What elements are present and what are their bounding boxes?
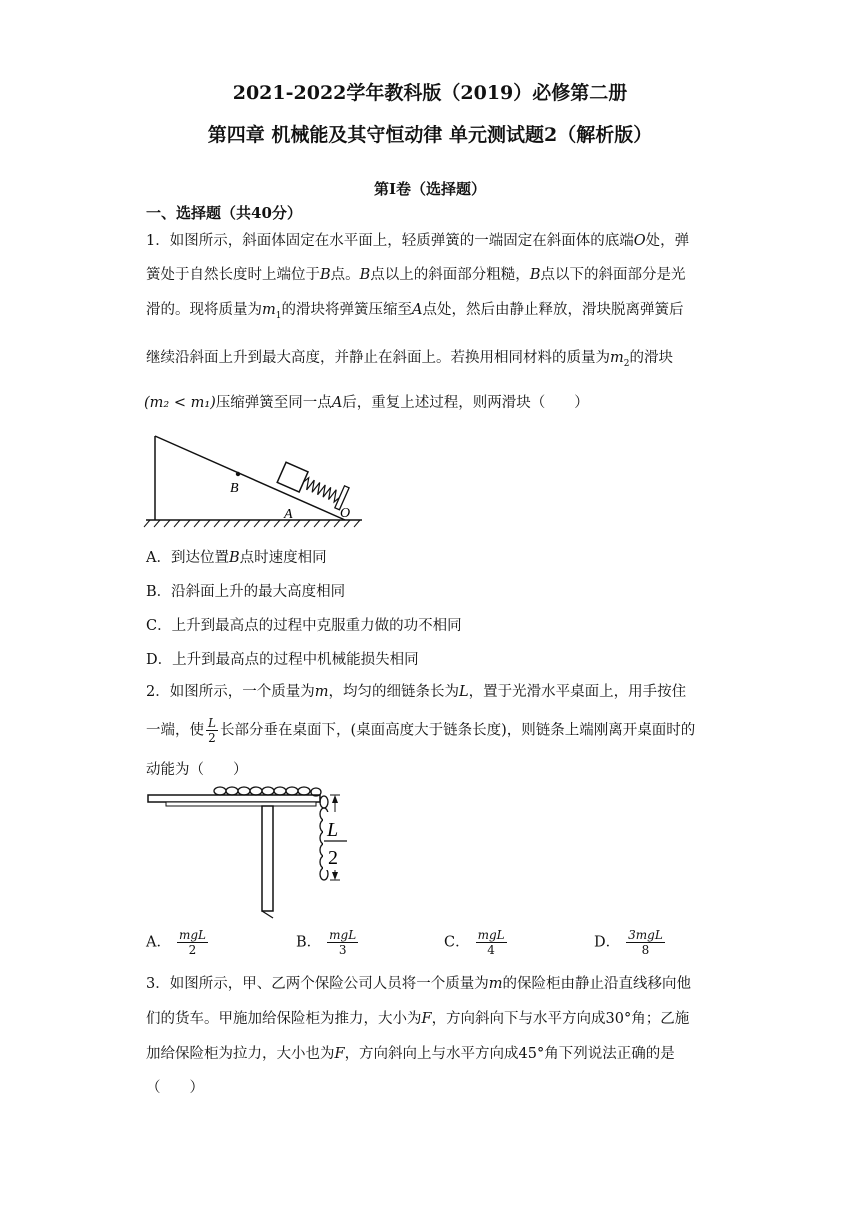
label-A: A [284,507,293,522]
q1-option-c: C．上升到最高点的过程中克服重力做的功不相同 [146,618,462,634]
q2-option-d: D． $\frac{\text{3mgL}}{8}$ [594,928,663,957]
q3-line4: （ ） [146,1080,204,1096]
q1-option-d: D．上升到最高点的过程中机械能损失相同 [146,652,419,668]
q2-option-a: A． $\frac{\text{mgL}}{2}$ [146,928,207,957]
q1-line3: 滑的。现将质量为$m_1$的滑块将弹簧压缩至A点处，然后由静止释放，滑块脱离弹簧后 [146,302,684,321]
q2-line2: 一端，使 $\frac{L}{2}$ 长部分垂在桌面下，(桌面高度大于链条长度)，则链条上端刚离开桌面时的 [146,716,696,745]
fraction-L-over-2: $\frac{L}{2}$ [208,716,216,745]
page-title-line1: 2021-2022学年教科版（2019）必修第二册 [232,82,628,104]
section-heading: 一、选择题（共40分） [146,204,302,222]
q2-line1: 2．如图所示，一个质量为m，均匀的细链条长为L，置于光滑水平桌面上，用手按住 [146,684,687,700]
q2-option-b: B． $\frac{\text{mgL}}{3}$ [296,928,357,957]
fig-label-L: L [327,819,339,841]
fig-label-2: 2 [328,847,338,869]
label-O: O [340,506,351,521]
incline-spring-figure [140,430,370,530]
q2-line3: 动能为（ ） [146,762,248,778]
q3-line2: 们的货车。甲施加给保险柜为推力，大小为F，方向斜向下与水平方向成30°角；乙施 [146,1011,690,1027]
table-chain-figure [140,782,360,922]
q1-option-b: B．沿斜面上升的最大高度相同 [146,584,346,600]
q3-line3: 加给保险柜为拉力，大小也为F，方向斜向上与水平方向成45°角下列说法正确的是 [146,1046,675,1062]
label-B: B [230,481,239,496]
part-label: 第Ⅰ卷（选择题） [373,180,487,198]
q1-option-a: A．到达位置B点时速度相同 [146,550,327,566]
q1-line5: (m₂ < m₁)压缩弹簧至同一点A后，重复上述过程，则两滑块（ ） [144,395,589,411]
q3-line1: 3．如图所示，甲、乙两个保险公司人员将一个质量为m的保险柜由静止沿直线移向他 [146,976,691,992]
page-title-line2: 第四章 机械能及其守恒动律 单元测试题2（解析版） [207,124,653,146]
q1-line4: 继续沿斜面上升到最大高度，并静止在斜面上。若换用相同材料的质量为$m_2$的滑块 [146,350,673,369]
q2-option-c: C． $\frac{\text{mgL}}{4}$ [444,928,505,957]
q1-line1: 1．如图所示，斜面体固定在水平面上，轻质弹簧的一端固定在斜面体的底端O处，弹 [146,233,690,249]
q1-line2: 簧处于自然长度时上端位于B点。B点以上的斜面部分粗糙，B点以下的斜面部分是光 [146,267,686,283]
